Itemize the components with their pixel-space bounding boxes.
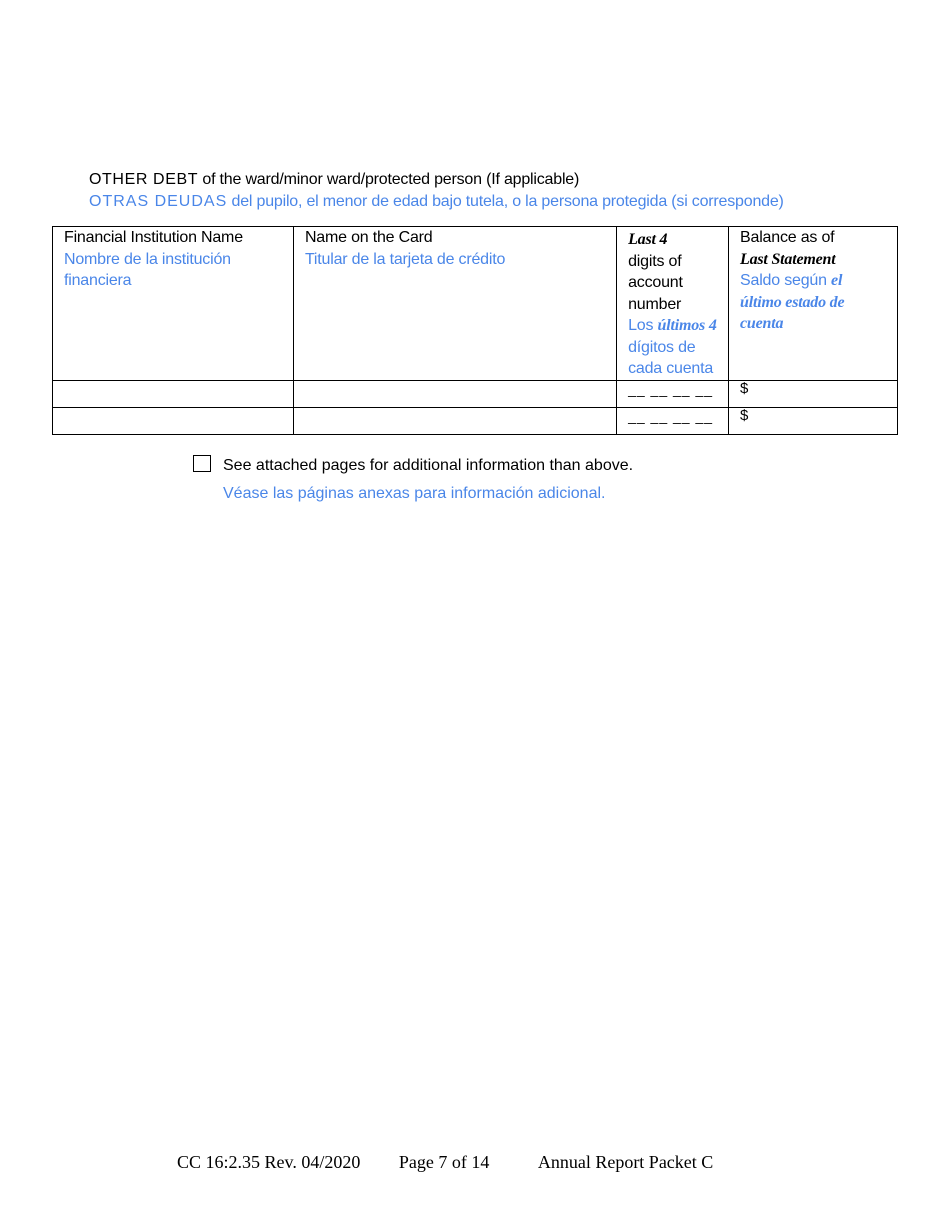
last-digits-input[interactable]: __ __ __ __ [617, 407, 729, 434]
header-last-digits-es: Los últimos 4 dígitos de cada cuenta [628, 317, 717, 377]
header-card-name: Name on the Card Titular de la tarjeta de crédito [293, 227, 616, 381]
header-balance: Balance as of Last Statement Saldo según el último estado de cuenta [729, 227, 898, 381]
table-row [53, 407, 898, 434]
card-name-input[interactable] [293, 380, 616, 407]
section-title [89, 169, 784, 212]
page-footer [177, 1152, 713, 1173]
attached-pages-label-en: See attached pages for additional information than above. [223, 457, 634, 474]
header-balance-es: Saldo según el último estado de cuenta [740, 272, 845, 332]
form-id: CC 16:2.35 Rev. 04/2020 [177, 1152, 361, 1172]
table-row [53, 380, 898, 407]
header-institution: Financial Institution Name Nombre de la institución financiera [53, 227, 294, 381]
institution-input[interactable] [53, 407, 294, 434]
balance-input[interactable]: $ [729, 380, 898, 407]
section-title-en: OTHER DEBT of the ward/minor ward/protected person (If applicable) [89, 171, 580, 188]
section-title-es: OTRAS DEUDAS del pupilo, el menor de edad bajo tutela, o la persona protegida (si corresponde) [89, 192, 784, 210]
attached-pages-checkbox[interactable] [193, 455, 211, 472]
header-last-digits: Last 4 digits of account number Los últimos 4 dígitos de cada cuenta [617, 227, 729, 381]
page-number: Page 7 of 14 [398, 1152, 490, 1172]
card-name-input[interactable] [293, 407, 616, 434]
institution-input[interactable] [53, 380, 294, 407]
other-debt-table [52, 226, 898, 435]
attached-pages-label-es: Véase las páginas anexas para información adicional. [223, 485, 606, 502]
table-header-row [53, 227, 898, 381]
last-digits-input[interactable]: __ __ __ __ [617, 380, 729, 407]
packet-name: Annual Report Packet C [537, 1152, 714, 1172]
balance-input[interactable]: $ [729, 407, 898, 434]
